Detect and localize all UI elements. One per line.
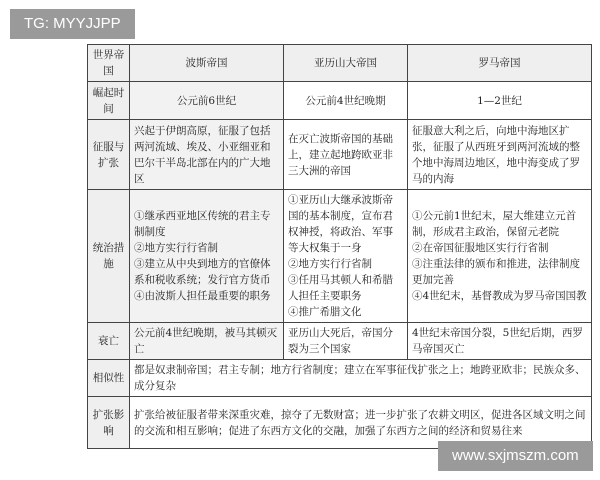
list-item: ③任用马其顿人和希腊人担任主要职务 — [288, 274, 393, 302]
table-cell: 4世纪末帝国分裂，5世纪后期，西罗马帝国灭亡 — [408, 323, 592, 360]
table-cell: 公元前4世纪晚期 — [284, 82, 408, 120]
list-item: ①亚历山大继承波斯帝国的基本制度，宣布君权神授，将政治、军事等大权集于一身 — [288, 194, 393, 254]
table-cell — [408, 190, 592, 323]
row-label: 统治措施 — [88, 190, 130, 323]
corner-cell: 世界帝国 — [88, 45, 130, 82]
list-item: ②地方实行行省制 — [288, 258, 372, 270]
empire-comparison-table — [87, 44, 592, 449]
list-item: ③注重法律的颁布和推进，法律制度更加完善 — [412, 258, 580, 286]
table-cell: 亚历山大死后，帝国分裂为三个国家 — [284, 323, 408, 360]
watermark-top: TG: MYYJJPP — [10, 9, 135, 39]
table-cell — [130, 190, 284, 323]
list-item: ②地方实行行省制 — [134, 242, 218, 254]
column-header-rome: 罗马帝国 — [408, 45, 592, 82]
row-label: 扩张影响 — [88, 397, 130, 449]
row-label: 征服与扩张 — [88, 120, 130, 190]
table-cell — [284, 190, 408, 323]
table-cell: 公元前4世纪晚期，被马其顿灭亡 — [130, 323, 284, 360]
list-item: ④推广希腊文化 — [288, 306, 362, 318]
column-header-alexander: 亚历山大帝国 — [284, 45, 408, 82]
table-cell: 1—2世纪 — [408, 82, 592, 120]
table-cell: 公元前6世纪 — [130, 82, 284, 120]
table-row — [88, 190, 592, 323]
table-row — [88, 82, 592, 120]
table-cell: 征服意大利之后，向地中海地区扩张，征服了从西班牙到两河流域的整个地中海周边地区，地中海变成了罗马的内海 — [408, 120, 592, 190]
row-label: 衰亡 — [88, 323, 130, 360]
table-cell: 兴起于伊朗高原，征服了包括两河流域、埃及、小亚细亚和巴尔干半岛北部在内的广大地区 — [130, 120, 284, 190]
header-row — [88, 45, 592, 82]
table-cell: 在灭亡波斯帝国的基础上，建立起地跨欧亚非三大洲的帝国 — [284, 120, 408, 190]
watermark-bottom: www.sxjmszm.com — [438, 441, 593, 471]
table-row — [88, 120, 592, 190]
table-cell-spanning: 都是奴隶制帝国；君主专制；地方行省制度；建立在军事征伐扩张之上；地跨亚欧非；民族众多、成分复杂 — [130, 360, 592, 397]
table-row — [88, 323, 592, 360]
list-item: ④4世纪末，基督教成为罗马帝国国教 — [412, 290, 587, 302]
table-cell-spanning: 扩张给被征服者带来深重灾难，掠夺了无数财富；进一步扩张了农耕文明区，促进各区域文明之间的交流和相互影响；促进了东西方文化的交融，加强了东西方之间的经济和贸易往来 — [130, 397, 592, 449]
list-item: ③建立从中央到地方的官僚体系和税收系统；发行官方货币 — [134, 258, 271, 286]
list-item: ④由波斯人担任最重要的职务 — [134, 290, 271, 302]
row-label: 相似性 — [88, 360, 130, 397]
list-item: ②在帝国征服地区实行行省制 — [412, 242, 549, 254]
table-row — [88, 360, 592, 397]
row-label: 崛起时间 — [88, 82, 130, 120]
list-item: ①公元前1世纪末，屋大维建立元首制，形成君主政治，保留元老院 — [412, 210, 577, 238]
column-header-persia: 波斯帝国 — [130, 45, 284, 82]
list-item: ①继承西亚地区传统的君主专制制度 — [134, 210, 271, 238]
